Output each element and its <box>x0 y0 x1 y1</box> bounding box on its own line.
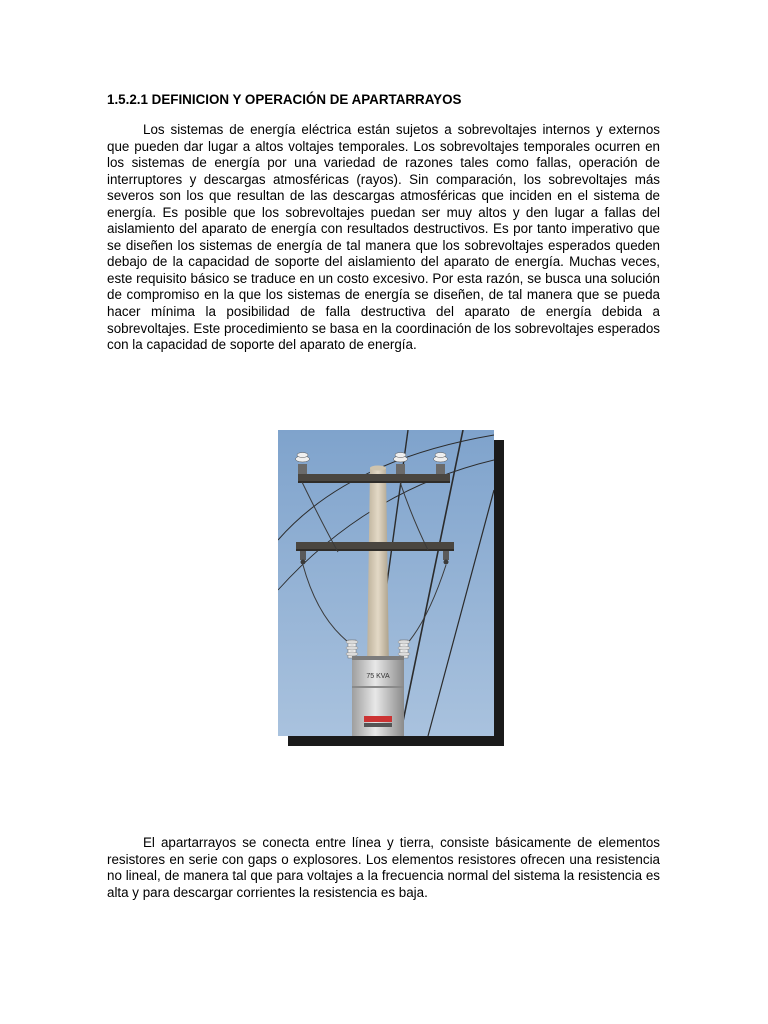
section-heading: 1.5.2.1 DEFINICION Y OPERACIÓN DE APARTARRAYOS <box>107 92 462 107</box>
utility-pole-figure <box>278 430 494 736</box>
paragraph-apartarrayos: El apartarrayos se conecta entre línea y tierra, consiste básicamente de elementos resistores en serie con gaps o explosores. Los elementos resistores ofrecen una resistencia no lineal, de manera tal que para voltajes a la frecuencia normal del sistema la resistencia es alta y para descargar corrientes la resistencia es baja. <box>107 835 660 900</box>
utility-pole-photo-icon <box>278 430 494 736</box>
paragraph-intro: Los sistemas de energía eléctrica están sujetos a sobrevoltajes internos y externos que pueden dar lugar a altos voltajes temporales. Los sobrevoltajes temporales ocurren en los sistemas de energía por una variedad de razones tales como fallas, operación de interruptores y descargas atmosféricas (rayos). Sin comparación, los sobrevoltajes más severos son los que resultan de las descargas atmosféricas que inciden en el sistema de energía. Es posible que los sobrevoltajes puedan ser muy altos y den lugar a fallas del aislamiento del aparato de energía con resultados destructivos. Es por tanto imperativo que se diseñen los sistemas de energía de tal manera que los sobrevoltajes esperados queden debajo de la capacidad de soporte del aislamiento del aparato de energía. Muchas veces, este requisito básico se traduce en un costo excesivo. Por esta razón, se busca una solución de compromiso en la que los sistemas de energía se diseñen, de tal manera que se pueda hacer mínima la posibilidad de falla destructiva del aparato de energía debida a sobrevoltajes. Este procedimiento se basa en la coordinación de los sobrevoltajes esperados con la capacidad de soporte del aparato de energía. <box>107 122 660 353</box>
transformer-label: 75 KVA <box>366 673 390 680</box>
